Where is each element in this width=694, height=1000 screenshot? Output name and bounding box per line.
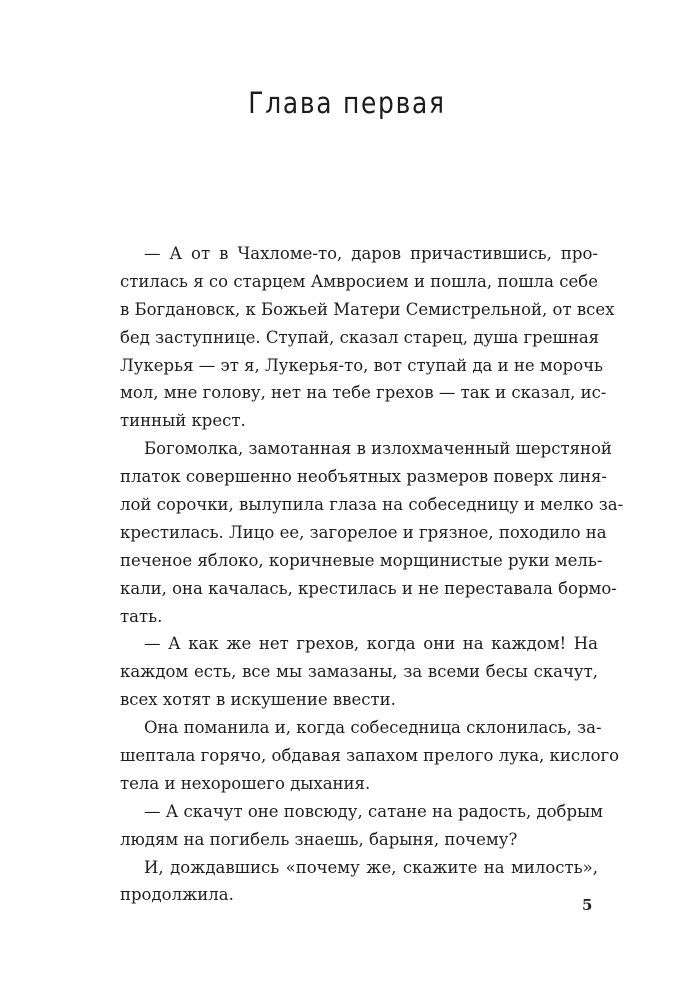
- text-line: тать.: [120, 606, 163, 626]
- text-line: лой сорочки, вылупила глаза на собеседницу и мелко за-: [120, 495, 624, 515]
- text-line: людям на погибель знаешь, барыня, почему?: [120, 829, 518, 849]
- text-line: продолжила.: [120, 885, 234, 905]
- text-line: каждом есть, все мы замазаны, за всеми бесы скачут,: [120, 662, 598, 682]
- text-line: — А как же нет грехов, когда они на каждом! На: [144, 634, 598, 654]
- text-line: Она поманила и, когда собеседница склонилась, за-: [144, 718, 602, 738]
- text-line: Лукерья — эт я, Лукерья-то, вот ступай да и не морочь: [120, 355, 604, 375]
- chapter-title: Глава первая: [248, 86, 446, 120]
- text-line: стилась я со старцем Амвросием и пошла, пошла себе: [120, 271, 598, 291]
- text-line: — А от в Чахломе-то, даров причастившись, про-: [144, 244, 598, 263]
- page-number: 5: [582, 896, 593, 914]
- text-line: шептала горячо, обдавая запахом прелого лука, кислого: [120, 746, 620, 766]
- text-line: Богомолка, замотанная в излохмаченный шерстяной: [144, 439, 612, 459]
- text-line: бед заступнице. Ступай, сказал старец, душа грешная: [120, 327, 600, 347]
- text-line: кали, она качалась, крестилась и не переставала бормо-: [120, 578, 617, 598]
- text-line: платок совершенно необъятных размеров поверх линя-: [120, 467, 607, 487]
- text-line: крестилась. Лицо ее, загорелое и грязное, походило на: [120, 522, 607, 542]
- text-line: мол, мне голову, нет на тебе грехов — так и сказал, ис-: [120, 383, 607, 403]
- text-line: И, дождавшись «почему же, скажите на милость»,: [144, 857, 598, 877]
- text-line: в Богдановск, к Божьей Матери Семистрельной, от всех: [120, 299, 615, 319]
- text-line: печеное яблоко, коричневые морщинистые руки мель-: [120, 550, 603, 570]
- text-line: тела и нехорошего дыхания.: [120, 773, 371, 793]
- text-line: всех хотят в искушение ввести.: [120, 690, 396, 710]
- text-line: — А скачут оне повсюду, сатане на радость, добрым: [144, 801, 604, 821]
- body-text: [120, 240, 624, 909]
- text-line: тинный крест.: [120, 411, 246, 431]
